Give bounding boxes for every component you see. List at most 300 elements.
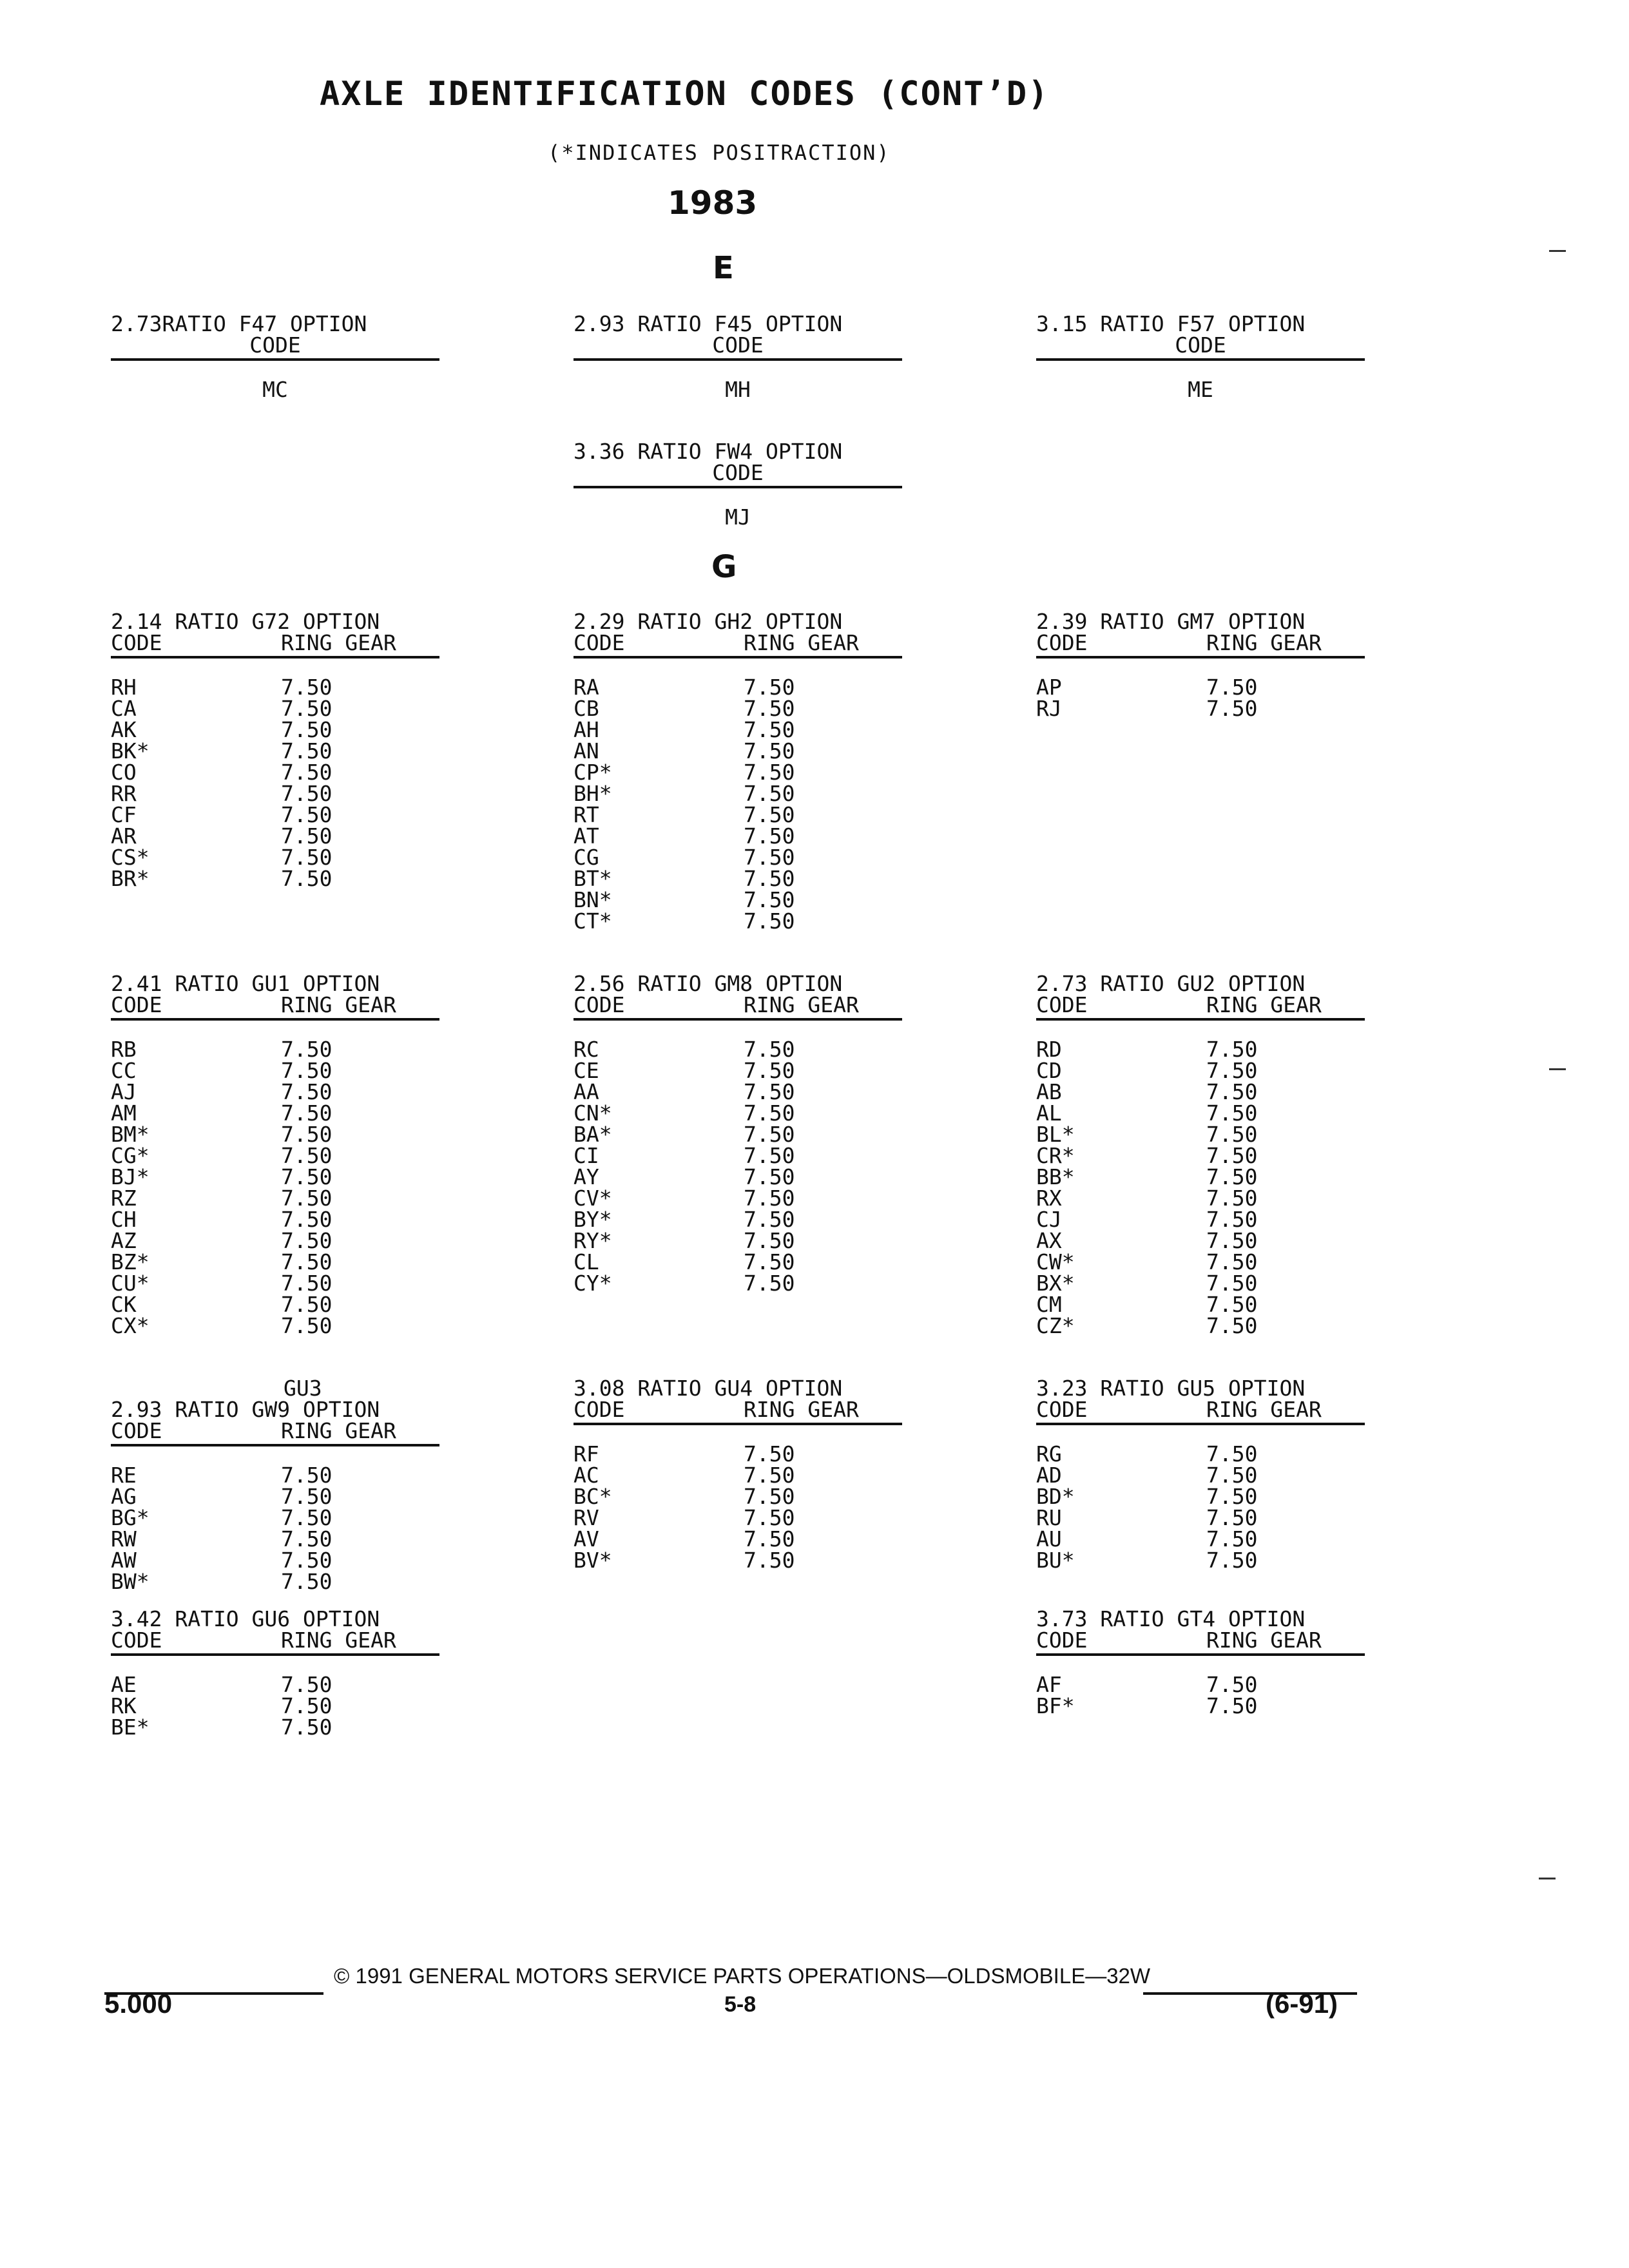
table-row xyxy=(111,719,439,740)
page-title: AXLE IDENTIFICATION CODES (CONT’D) xyxy=(320,75,1050,113)
table-row xyxy=(111,1166,439,1187)
axle-code: RV xyxy=(574,1505,599,1530)
table-row xyxy=(574,1166,902,1187)
table-row xyxy=(111,1465,439,1486)
table-row xyxy=(574,1081,902,1102)
axle-code: AD xyxy=(1036,1463,1062,1488)
ring-gear-size: 7.50 xyxy=(281,1228,333,1253)
ring-gear-size: 7.50 xyxy=(744,1228,795,1253)
g-option-block xyxy=(111,1378,439,1592)
table-row xyxy=(574,804,902,825)
table-row xyxy=(574,698,902,719)
code-column-header: CODE xyxy=(1036,630,1088,655)
block-title: 2.29 RATIO GH2 OPTION xyxy=(574,609,843,634)
axle-code: AL xyxy=(1036,1100,1062,1126)
code-column-header: CODE xyxy=(111,1628,162,1653)
ring-gear-size: 7.50 xyxy=(281,1079,333,1104)
ring-gear-column-header: RING GEAR xyxy=(744,1397,859,1422)
ring-gear-size: 7.50 xyxy=(281,1058,333,1083)
ring-gear-size: 7.50 xyxy=(281,1484,333,1509)
axle-code: AB xyxy=(1036,1079,1062,1104)
table-row xyxy=(1036,677,1365,698)
ring-gear-size: 7.50 xyxy=(1206,1249,1258,1274)
table-row xyxy=(1036,1528,1365,1550)
table-row xyxy=(574,1145,902,1166)
table-row xyxy=(1036,1230,1365,1251)
table-row xyxy=(1036,1550,1365,1571)
ring-gear-size: 7.50 xyxy=(281,845,333,870)
ring-gear-size: 7.50 xyxy=(744,696,795,721)
ring-gear-size: 7.50 xyxy=(744,1122,795,1147)
axle-code: CB xyxy=(574,696,599,721)
ring-gear-size: 7.50 xyxy=(1206,1292,1258,1317)
positraction-note: (*INDICATES POSITRACTION) xyxy=(548,140,891,165)
axle-code: CJ xyxy=(1036,1207,1062,1232)
g-option-block xyxy=(574,973,902,1294)
table-row xyxy=(1036,1465,1365,1486)
table-row xyxy=(574,825,902,847)
table-row xyxy=(111,1209,439,1230)
code-column-header: CODE xyxy=(111,1418,162,1443)
header-rule xyxy=(574,486,902,488)
header-rule xyxy=(111,1653,439,1656)
axle-code: CR* xyxy=(1036,1143,1075,1168)
margin-mark xyxy=(1549,250,1566,252)
axle-code: RX xyxy=(1036,1186,1062,1211)
table-row xyxy=(111,740,439,762)
ring-gear-size: 7.50 xyxy=(281,1249,333,1274)
table-row xyxy=(111,1571,439,1592)
column-headers xyxy=(1036,994,1365,1015)
header-rule xyxy=(574,358,902,361)
axle-code: BZ* xyxy=(111,1249,149,1274)
axle-code: AC xyxy=(574,1463,599,1488)
table-row xyxy=(574,677,902,698)
axle-code: CC xyxy=(111,1058,137,1083)
axle-code: RJ xyxy=(1036,696,1062,721)
header-rule xyxy=(111,1444,439,1446)
axle-code: AV xyxy=(574,1526,599,1552)
block-title: 2.73RATIO F47 OPTION xyxy=(111,311,367,336)
ring-gear-size: 7.50 xyxy=(744,1526,795,1552)
ring-gear-size: 7.50 xyxy=(1206,1207,1258,1232)
code-column-header: CODE xyxy=(111,630,162,655)
code-column-header: CODE xyxy=(111,992,162,1017)
ring-gear-size: 7.50 xyxy=(744,1100,795,1126)
axle-code: CL xyxy=(574,1249,599,1274)
code-value: MJ xyxy=(725,505,751,530)
axle-code: AP xyxy=(1036,675,1062,700)
ring-gear-size: 7.50 xyxy=(281,1548,333,1573)
ring-gear-size: 7.50 xyxy=(281,1672,333,1697)
page-number: 5-8 xyxy=(724,1992,757,2017)
code-column-header: CODE xyxy=(1036,1628,1088,1653)
ring-gear-column-header: RING GEAR xyxy=(1206,992,1322,1017)
ring-gear-size: 7.50 xyxy=(1206,1693,1258,1718)
table-row xyxy=(111,698,439,719)
table-row xyxy=(1036,1294,1365,1315)
column-headers xyxy=(111,1420,439,1441)
ring-gear-size: 7.50 xyxy=(744,1271,795,1296)
table-row xyxy=(574,1251,902,1273)
axle-code: CP* xyxy=(574,760,612,785)
table-row xyxy=(1036,1209,1365,1230)
model-year: 1983 xyxy=(668,184,758,222)
axle-code: AG xyxy=(111,1484,137,1509)
g-option-block xyxy=(1036,973,1365,1336)
block-title: 2.56 RATIO GM8 OPTION xyxy=(574,971,843,996)
code-header: CODE xyxy=(1175,332,1226,358)
axle-code: AX xyxy=(1036,1228,1062,1253)
ring-gear-column-header: RING GEAR xyxy=(281,630,396,655)
table-row xyxy=(574,1039,902,1060)
table-row xyxy=(1036,1166,1365,1187)
table-row xyxy=(111,1081,439,1102)
table-row xyxy=(111,1102,439,1124)
table-row xyxy=(1036,1443,1365,1465)
table-row xyxy=(574,1102,902,1124)
axle-code: CT* xyxy=(574,908,612,934)
axle-code: BR* xyxy=(111,866,149,891)
section-heading-e: E xyxy=(713,250,734,286)
axle-code: AM xyxy=(111,1100,137,1126)
axle-code: RB xyxy=(111,1037,137,1062)
ring-gear-size: 7.50 xyxy=(744,1079,795,1104)
ring-gear-size: 7.50 xyxy=(281,1463,333,1488)
ring-gear-size: 7.50 xyxy=(281,675,333,700)
axle-code: BK* xyxy=(111,738,149,764)
header-rule xyxy=(574,1018,902,1021)
table-row xyxy=(111,1230,439,1251)
table-row xyxy=(111,1315,439,1336)
block-title: 3.36 RATIO FW4 OPTION xyxy=(574,439,843,464)
table-row xyxy=(111,677,439,698)
axle-code: CY* xyxy=(574,1271,612,1296)
section-heading-g: G xyxy=(711,549,737,585)
axle-code: BX* xyxy=(1036,1271,1075,1296)
code-value: MC xyxy=(262,377,288,402)
ring-gear-size: 7.50 xyxy=(744,1548,795,1573)
table-row xyxy=(111,868,439,889)
ring-gear-size: 7.50 xyxy=(744,717,795,742)
ring-gear-size: 7.50 xyxy=(744,675,795,700)
g-option-block xyxy=(1036,1378,1365,1571)
axle-code: AW xyxy=(111,1548,137,1573)
ring-gear-size: 7.50 xyxy=(281,866,333,891)
column-headers xyxy=(111,632,439,653)
header-rule xyxy=(574,656,902,658)
table-row xyxy=(1036,1486,1365,1507)
axle-code: RW xyxy=(111,1526,137,1552)
axle-code: BM* xyxy=(111,1122,149,1147)
axle-code: CE xyxy=(574,1058,599,1083)
ring-gear-size: 7.50 xyxy=(744,887,795,912)
table-row xyxy=(574,1465,902,1486)
table-row xyxy=(574,1528,902,1550)
ring-gear-size: 7.50 xyxy=(744,1463,795,1488)
table-row xyxy=(574,1507,902,1528)
ring-gear-size: 7.50 xyxy=(1206,1058,1258,1083)
axle-code: AJ xyxy=(111,1079,137,1104)
axle-code: AN xyxy=(574,738,599,764)
table-row xyxy=(574,889,902,910)
ring-gear-size: 7.50 xyxy=(281,760,333,785)
ring-gear-size: 7.50 xyxy=(281,717,333,742)
option-code-prefix: GU3 xyxy=(284,1376,322,1401)
ring-gear-size: 7.50 xyxy=(281,1693,333,1718)
table-row xyxy=(574,719,902,740)
ring-gear-size: 7.50 xyxy=(281,696,333,721)
axle-code: RU xyxy=(1036,1505,1062,1530)
ring-gear-size: 7.50 xyxy=(744,738,795,764)
table-row xyxy=(1036,1081,1365,1102)
table-row xyxy=(111,1550,439,1571)
header-rule xyxy=(1036,1018,1365,1021)
column-headers xyxy=(574,1399,902,1420)
table-row xyxy=(1036,1251,1365,1273)
ring-gear-size: 7.50 xyxy=(1206,675,1258,700)
table-row xyxy=(1036,1102,1365,1124)
block-title: 3.23 RATIO GU5 OPTION xyxy=(1036,1376,1306,1401)
ring-gear-size: 7.50 xyxy=(281,1569,333,1594)
axle-code: RR xyxy=(111,781,137,806)
ring-gear-column-header: RING GEAR xyxy=(1206,1397,1322,1422)
ring-gear-size: 7.50 xyxy=(744,1505,795,1530)
table-row xyxy=(1036,1124,1365,1145)
ring-gear-size: 7.50 xyxy=(281,823,333,849)
ring-gear-size: 7.50 xyxy=(1206,1143,1258,1168)
block-title: 2.39 RATIO GM7 OPTION xyxy=(1036,609,1306,634)
ring-gear-size: 7.50 xyxy=(744,908,795,934)
table-row xyxy=(574,1273,902,1294)
ring-gear-size: 7.50 xyxy=(1206,1441,1258,1466)
table-row xyxy=(111,1486,439,1507)
ring-gear-size: 7.50 xyxy=(281,1143,333,1168)
ring-gear-column-header: RING GEAR xyxy=(281,992,396,1017)
table-row xyxy=(111,1251,439,1273)
table-row xyxy=(574,910,902,932)
column-headers xyxy=(1036,1629,1365,1651)
g-option-block xyxy=(574,1378,902,1571)
ring-gear-size: 7.50 xyxy=(1206,1548,1258,1573)
table-row xyxy=(1036,1145,1365,1166)
ring-gear-size: 7.50 xyxy=(1206,1186,1258,1211)
table-row xyxy=(111,1716,439,1738)
ring-gear-size: 7.50 xyxy=(744,760,795,785)
ring-gear-size: 7.50 xyxy=(281,1207,333,1232)
e-option-block xyxy=(574,313,902,400)
code-value: MH xyxy=(725,377,751,402)
block-title: 3.15 RATIO F57 OPTION xyxy=(1036,311,1306,336)
table-row xyxy=(111,804,439,825)
table-row xyxy=(574,762,902,783)
header-rule xyxy=(1036,1423,1365,1425)
axle-code: BV* xyxy=(574,1548,612,1573)
ring-gear-size: 7.50 xyxy=(281,1186,333,1211)
ring-gear-size: 7.50 xyxy=(744,1249,795,1274)
table-row xyxy=(1036,1039,1365,1060)
table-row xyxy=(1036,1695,1365,1716)
block-title: 3.08 RATIO GU4 OPTION xyxy=(574,1376,843,1401)
section-number: 5.000 xyxy=(104,1988,173,2019)
axle-code: RC xyxy=(574,1037,599,1062)
ring-gear-size: 7.50 xyxy=(744,1143,795,1168)
ring-gear-size: 7.50 xyxy=(1206,1484,1258,1509)
ring-gear-size: 7.50 xyxy=(281,802,333,827)
ring-gear-size: 7.50 xyxy=(744,1058,795,1083)
g-option-block xyxy=(574,611,902,932)
axle-code: AH xyxy=(574,717,599,742)
table-row xyxy=(1036,1060,1365,1081)
table-row xyxy=(574,1124,902,1145)
axle-code: AY xyxy=(574,1164,599,1189)
ring-gear-size: 7.50 xyxy=(744,1186,795,1211)
ring-gear-size: 7.50 xyxy=(1206,1164,1258,1189)
table-row xyxy=(111,1124,439,1145)
ring-gear-size: 7.50 xyxy=(281,1526,333,1552)
table-row xyxy=(1036,698,1365,719)
ring-gear-size: 7.50 xyxy=(281,1715,333,1740)
block-title: 2.93 RATIO GW9 OPTION xyxy=(111,1397,380,1422)
table-row xyxy=(1036,1507,1365,1528)
copyright-line: © 1991 GENERAL MOTORS SERVICE PARTS OPERATIONS—OLDSMOBILE—32W xyxy=(334,1964,1151,1988)
table-row xyxy=(1036,1315,1365,1336)
axle-code: BL* xyxy=(1036,1122,1075,1147)
axle-code: BY* xyxy=(574,1207,612,1232)
axle-code: AE xyxy=(111,1672,137,1697)
table-row xyxy=(574,1187,902,1209)
axle-code: AT xyxy=(574,823,599,849)
ring-gear-size: 7.50 xyxy=(281,738,333,764)
ring-gear-size: 7.50 xyxy=(744,823,795,849)
table-row xyxy=(111,1674,439,1695)
axle-code: CI xyxy=(574,1143,599,1168)
ring-gear-size: 7.50 xyxy=(744,1207,795,1232)
column-headers xyxy=(1036,1399,1365,1420)
ring-gear-size: 7.50 xyxy=(1206,1463,1258,1488)
table-row xyxy=(111,1507,439,1528)
axle-code: RH xyxy=(111,675,137,700)
e-option-block xyxy=(1036,313,1365,400)
axle-code: CU* xyxy=(111,1271,149,1296)
block-title: 2.14 RATIO G72 OPTION xyxy=(111,609,380,634)
axle-code: RT xyxy=(574,802,599,827)
axle-code: RA xyxy=(574,675,599,700)
table-row xyxy=(111,1528,439,1550)
axle-code: AR xyxy=(111,823,137,849)
axle-code: BD* xyxy=(1036,1484,1075,1509)
code-header: CODE xyxy=(712,332,764,358)
margin-mark xyxy=(1549,1068,1566,1070)
table-row xyxy=(111,1187,439,1209)
table-row xyxy=(111,783,439,804)
block-title: 3.42 RATIO GU6 OPTION xyxy=(111,1606,380,1631)
table-row xyxy=(111,1060,439,1081)
ring-gear-size: 7.50 xyxy=(1206,1228,1258,1253)
block-title: 2.73 RATIO GU2 OPTION xyxy=(1036,971,1306,996)
table-row xyxy=(1036,1273,1365,1294)
axle-code: AA xyxy=(574,1079,599,1104)
column-headers xyxy=(574,632,902,653)
ring-gear-size: 7.50 xyxy=(744,1441,795,1466)
table-row xyxy=(111,1294,439,1315)
table-row xyxy=(574,1060,902,1081)
table-row xyxy=(574,1550,902,1571)
ring-gear-size: 7.50 xyxy=(1206,1079,1258,1104)
code-header: CODE xyxy=(712,460,764,485)
axle-code: CV* xyxy=(574,1186,612,1211)
margin-mark xyxy=(1539,1878,1556,1879)
table-row xyxy=(574,1486,902,1507)
axle-code: BE* xyxy=(111,1715,149,1740)
ring-gear-size: 7.50 xyxy=(1206,696,1258,721)
block-title: 2.41 RATIO GU1 OPTION xyxy=(111,971,380,996)
ring-gear-size: 7.50 xyxy=(1206,1037,1258,1062)
axle-code: CW* xyxy=(1036,1249,1075,1274)
axle-code: BH* xyxy=(574,781,612,806)
table-row xyxy=(1036,1674,1365,1695)
g-option-block xyxy=(111,973,439,1336)
axle-code: CX* xyxy=(111,1313,149,1338)
ring-gear-size: 7.50 xyxy=(744,1037,795,1062)
axle-code: CG* xyxy=(111,1143,149,1168)
table-row xyxy=(574,1230,902,1251)
ring-gear-size: 7.50 xyxy=(1206,1271,1258,1296)
ring-gear-size: 7.50 xyxy=(744,866,795,891)
ring-gear-column-header: RING GEAR xyxy=(744,992,859,1017)
code-column-header: CODE xyxy=(1036,1397,1088,1422)
axle-code: CG xyxy=(574,845,599,870)
code-value: ME xyxy=(1188,377,1213,402)
axle-code: RZ xyxy=(111,1186,137,1211)
e-option-block xyxy=(111,313,439,400)
e-option-block xyxy=(574,441,902,528)
axle-code: CF xyxy=(111,802,137,827)
axle-code: BT* xyxy=(574,866,612,891)
axle-code: CK xyxy=(111,1292,137,1317)
table-row xyxy=(574,1209,902,1230)
axle-code: CH xyxy=(111,1207,137,1232)
axle-code: BW* xyxy=(111,1569,149,1594)
axle-code: BU* xyxy=(1036,1548,1075,1573)
axle-code: AU xyxy=(1036,1526,1062,1552)
ring-gear-size: 7.50 xyxy=(1206,1122,1258,1147)
axle-code: CA xyxy=(111,696,137,721)
ring-gear-column-header: RING GEAR xyxy=(744,630,859,655)
ring-gear-size: 7.50 xyxy=(1206,1526,1258,1552)
header-rule xyxy=(111,358,439,361)
axle-code: AZ xyxy=(111,1228,137,1253)
ring-gear-size: 7.50 xyxy=(281,1313,333,1338)
header-rule xyxy=(574,1423,902,1425)
ring-gear-size: 7.50 xyxy=(744,781,795,806)
ring-gear-size: 7.50 xyxy=(1206,1672,1258,1697)
ring-gear-size: 7.50 xyxy=(744,845,795,870)
table-row xyxy=(111,825,439,847)
ring-gear-size: 7.50 xyxy=(281,1505,333,1530)
axle-code: BC* xyxy=(574,1484,612,1509)
ring-gear-size: 7.50 xyxy=(744,1164,795,1189)
g-option-block xyxy=(111,611,439,889)
ring-gear-size: 7.50 xyxy=(744,1484,795,1509)
ring-gear-size: 7.50 xyxy=(281,1292,333,1317)
ring-gear-size: 7.50 xyxy=(1206,1505,1258,1530)
axle-code: RK xyxy=(111,1693,137,1718)
table-row xyxy=(111,847,439,868)
axle-code: BF* xyxy=(1036,1693,1075,1718)
table-row xyxy=(111,1145,439,1166)
table-row xyxy=(574,868,902,889)
